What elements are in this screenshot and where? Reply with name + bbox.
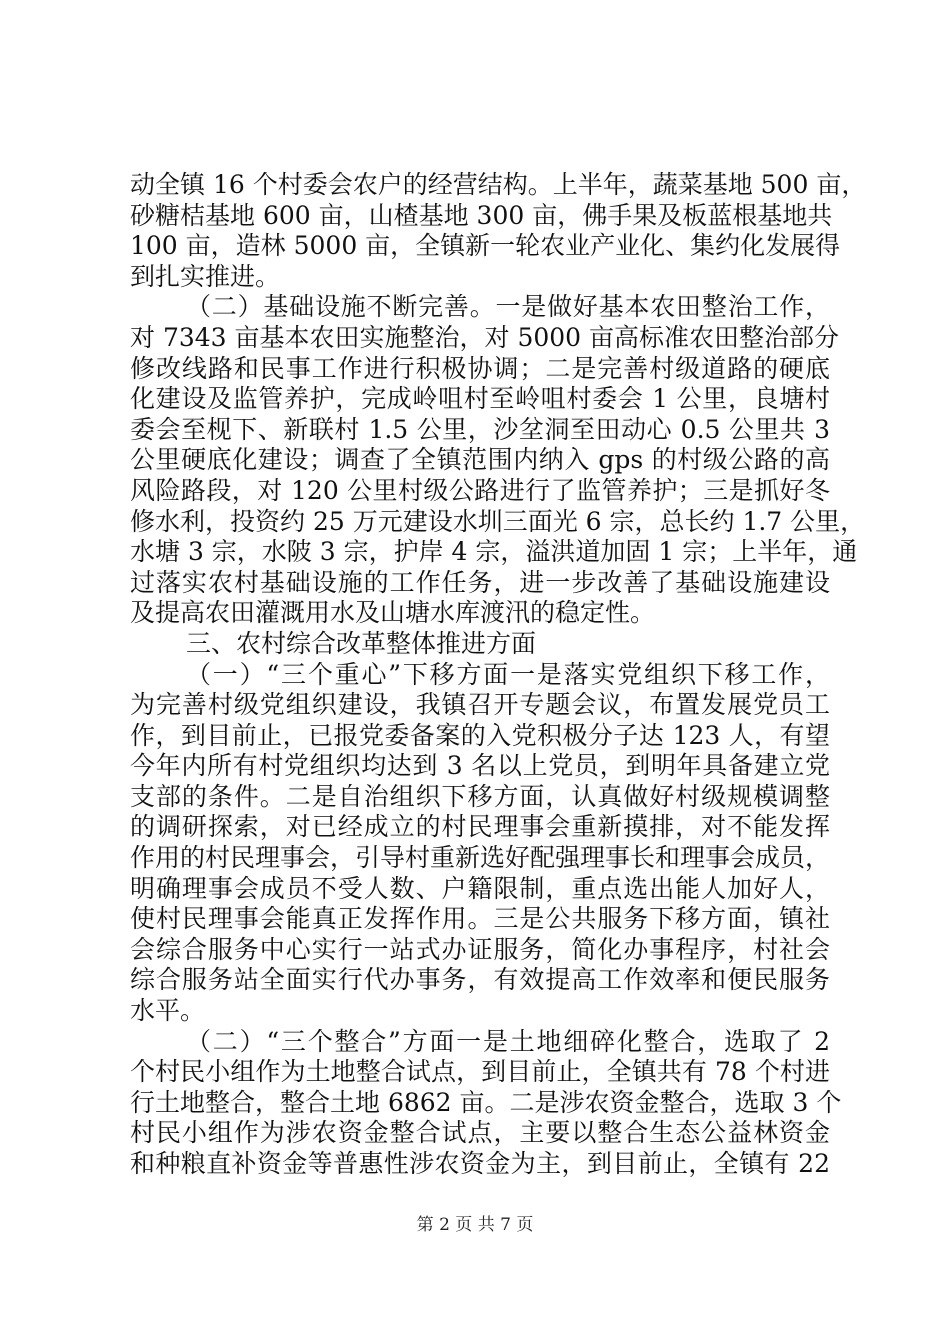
text-line: 个村民小组作为土地整合试点，到目前止，全镇共有 78 个村进 <box>130 1057 830 1087</box>
text-line: 及提高农田灌溉用水及山塘水库渡汛的稳定性。 <box>130 598 656 628</box>
text-line: 100 亩，造林 5000 亩，全镇新一轮农业产业化、集约化发展得 <box>130 231 841 261</box>
text-line: 使村民理事会能真正发挥作用。三是公共服务下移方面，镇社 <box>130 904 830 934</box>
text-line: 动全镇 16 个村委会农户的经营结构。上半年，蔬菜基地 500 亩， <box>130 170 867 199</box>
text-line: 水塘 3 宗，水陂 3 宗，护岸 4 宗，溢洪道加固 1 宗；上半年，通 <box>130 537 858 567</box>
text-line: 今年内所有村党组织均达到 3 名以上党员，到明年具备建立党 <box>130 751 830 781</box>
text-line: 水平。 <box>130 996 206 1026</box>
text-line: 和种粮直补资金等普惠性涉农资金为主，到目前止，全镇有 22 <box>130 1149 830 1178</box>
page-footer <box>0 1210 950 1235</box>
text-line: 综合服务站全面实行代办事务，有效提高工作效率和便民服务 <box>130 965 830 995</box>
text-line: （二）基础设施不断完善。一是做好基本农田整治工作， <box>186 292 830 322</box>
text-line: 对 7343 亩基本农田实施整治，对 5000 亩高标准农田整治部分 <box>130 322 840 352</box>
text-line: 修改线路和民事工作进行积极协调；二是完善村级道路的硬底 <box>130 353 830 383</box>
text-line: 作用的村民理事会，引导村重新选好配强理事长和理事会成员， <box>130 843 831 873</box>
text-line: 到扎实推进。 <box>130 261 281 291</box>
text-line: 作，到目前止，已报党委备案的入党积极分子达 123 人，有望 <box>130 720 830 750</box>
text-line: 明确理事会成员不受人数、户籍限制，重点选出能人加好人， <box>130 873 830 903</box>
text-line: 为完善村级党组织建设，我镇召开专题会议，布置发展党员工 <box>130 690 830 720</box>
text-line: 会综合服务中心实行一站式办证服务，简化办事程序，村社会 <box>130 934 830 964</box>
text-line: 公里硬底化建设；调查了全镇范围内纳入 gps 的村级公路的高 <box>130 445 830 475</box>
text-line: 化建设及监管养护，完成岭咀村至岭咀村委会 1 公里，良塘村 <box>130 384 830 414</box>
text-line: （二）“三个整合”方面一是土地细碎化整合，选取了 2 <box>186 1026 830 1056</box>
text-line: 支部的条件。二是自治组织下移方面，认真做好村级规模调整 <box>130 781 830 811</box>
page-number: 第 2 页 共 7 页 <box>416 1215 534 1235</box>
text-line: 风险路段，对 120 公里村级公路进行了监管养护；三是抓好冬 <box>130 475 830 505</box>
section-heading: 三、农村综合改革整体推进方面 <box>186 628 537 658</box>
text-line: 的调研探索，对已经成立的村民理事会重新摸排，对不能发挥 <box>130 812 830 842</box>
text-line: （一）“三个重心”下移方面一是落实党组织下移工作， <box>186 659 830 689</box>
text-line: 村民小组作为涉农资金整合试点，主要以整合生态公益林资金 <box>130 1118 830 1148</box>
text-line: 过落实农村基础设施的工作任务，进一步改善了基础设施建设 <box>130 567 830 597</box>
text-line: 行土地整合，整合土地 6862 亩。二是涉农资金整合，选取 3 个 <box>130 1087 842 1117</box>
document-body <box>130 170 867 1180</box>
text-line: 委会至枧下、新联村 1.5 公里，沙坌洞至田动心 0.5 公里共 3 <box>130 414 830 444</box>
text-line: 砂糖桔基地 600 亩，山楂基地 300 亩，佛手果及板蓝根基地共 <box>130 200 833 230</box>
text-line: 修水利，投资约 25 万元建设水圳三面光 6 宗，总长约 1.7 公里， <box>130 506 866 536</box>
